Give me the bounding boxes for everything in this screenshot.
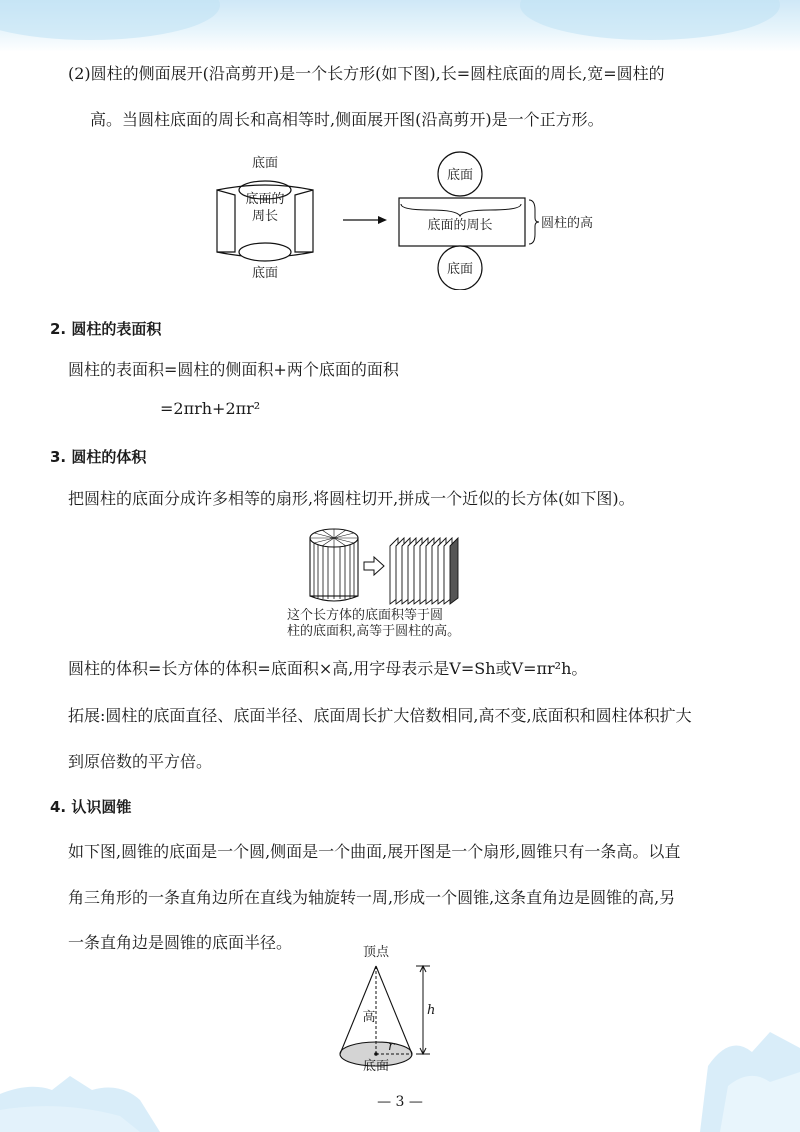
left-top-base-label: 底面: [251, 156, 279, 171]
page-number: — 3 —: [377, 1094, 423, 1110]
cylinder-unfold-figure: [195, 140, 615, 290]
cone-base-text: 底面: [362, 1059, 390, 1074]
cuboid-caption-line1: 这个长方体的底面积等于圆: [287, 608, 444, 623]
paragraph-lateral-line1: (2)圆柱的侧面展开(沿高剪开)是一个长方形(如下图),长=圆柱底面的周长,宽=圆柱的: [68, 64, 665, 83]
cone-line2: 角三角形的一条直角边所在直线为轴旋转一周,形成一个圆锥,这条直角边是圆锥的高,另: [68, 888, 676, 907]
band-cloud: [0, 0, 220, 40]
cone-line1: 如下图,圆锥的底面是一个圆,侧面是一个曲面,展开图是一个扇形,圆锥只有一条高。以直: [68, 842, 681, 861]
arrow-head: [378, 216, 387, 224]
band-cloud: [520, 0, 780, 40]
cone-line3: 一条直角边是圆锥的底面半径。: [68, 933, 293, 952]
heading-volume: 3. 圆柱的体积: [50, 448, 147, 466]
left-circumference-label-2: 周长: [251, 209, 279, 224]
heading-surface-area: 2. 圆柱的表面积: [50, 320, 162, 338]
heading-cone: 4. 认识圆锥: [50, 798, 132, 816]
extension-line2: 到原倍数的平方倍。: [68, 752, 213, 771]
surface-area-formula-expanded: =2πrh+2πr²: [160, 399, 261, 418]
left-bottom-base-label: 底面: [251, 266, 279, 281]
volume-formula: 圆柱的体积=长方体的体积=底面积×高,用字母表示是V=Sh或V=πr²h。: [68, 659, 588, 678]
cone-height-text: 高: [362, 1010, 376, 1025]
right-bottom-base-label: 底面: [446, 262, 474, 277]
height-label: 圆柱的高: [541, 216, 594, 231]
paragraph-lateral-line2: 高。当圆柱底面的周长和高相等时,侧面展开图(沿高剪开)是一个正方形。: [90, 110, 604, 129]
circumference-label: 底面的周长: [427, 218, 493, 233]
right-top-base-label: 底面: [446, 168, 474, 183]
cone-h-text: h: [427, 1003, 436, 1018]
apex-label: 顶点: [362, 945, 390, 960]
bottom-landscape-decoration: [0, 1012, 800, 1132]
left-circumference-label: 底面的: [245, 192, 285, 207]
extension-line1: 拓展:圆柱的底面直径、底面半径、底面周长扩大倍数相同,高不变,底面积和圆柱体积扩大: [68, 706, 692, 725]
surface-area-formula: 圆柱的表面积=圆柱的侧面积+两个底面的面积: [68, 360, 399, 379]
cuboid-caption-line2: 柱的底面积,高等于圆柱的高。: [287, 624, 461, 639]
cylinder-to-cuboid-figure: [300, 524, 500, 606]
volume-intro: 把圆柱的底面分成许多相等的扇形,将圆柱切开,拼成一个近似的长方体(如下图)。: [68, 489, 635, 508]
cone-r-text: r: [388, 1039, 395, 1054]
header-band: [0, 0, 800, 52]
